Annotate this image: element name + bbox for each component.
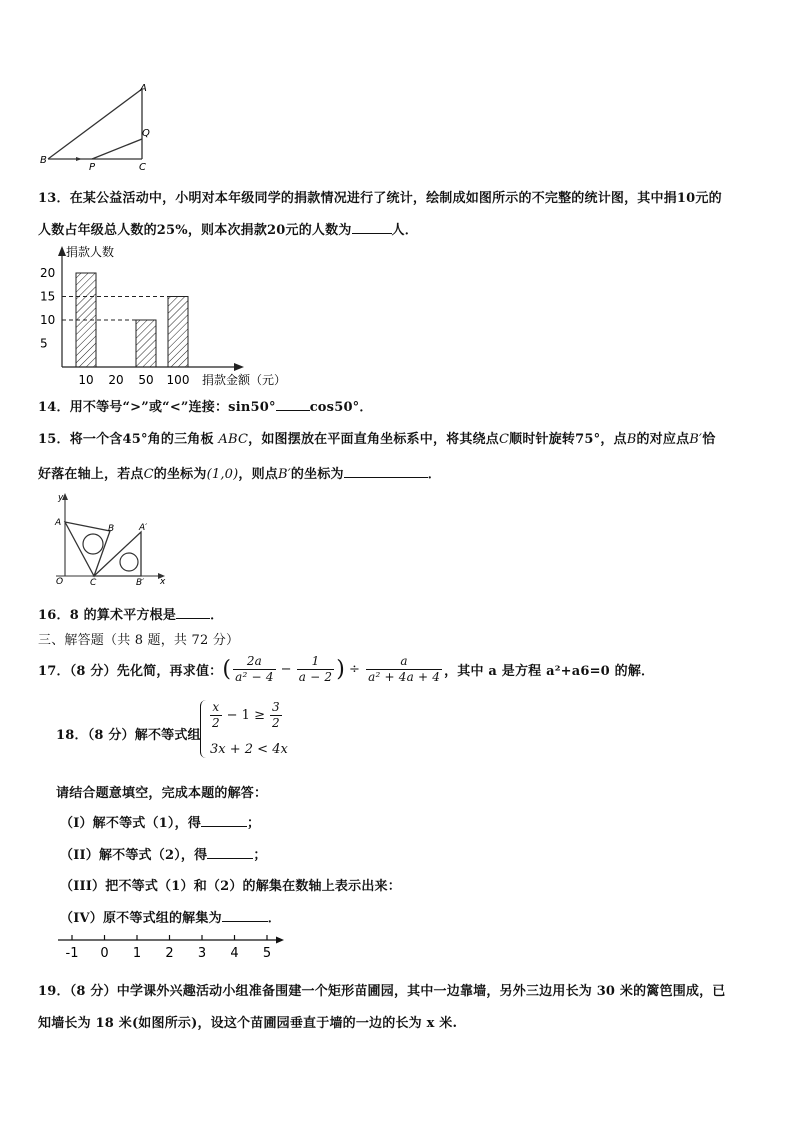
q18-ineq1-frac	[210, 700, 222, 731]
number-line-label: 2	[165, 946, 174, 961]
section-heading: 三、解答题（共 8 题，共 72 分）	[38, 633, 240, 648]
x-tick-label: 50	[138, 373, 154, 387]
label-P: P	[89, 162, 96, 172]
q18-step4-blank[interactable]	[222, 909, 268, 922]
q15-bp2: B′	[278, 467, 291, 482]
q16-text-end: ．	[210, 608, 224, 623]
label-A: A	[55, 518, 62, 528]
label-B: B	[108, 524, 115, 534]
q14-answer-blank[interactable]	[276, 398, 310, 411]
number-line-label: 5	[262, 946, 272, 961]
y-tick-label: 15	[40, 289, 56, 304]
q18-intro: 请结合题意填空，完成本题的解答：	[56, 786, 268, 801]
q16-text: 16．8 的算术平方根是	[38, 608, 177, 623]
q15-answer-blank[interactable]	[344, 465, 428, 478]
q18-ineq1	[208, 700, 284, 731]
label-C: C	[90, 578, 97, 585]
q16-answer-blank[interactable]	[176, 606, 210, 619]
q18-step1-end: ；	[247, 816, 261, 831]
q14-text: 14．用不等号“>”或“<”连接：sin50°	[38, 400, 276, 415]
y-tick-label: 5	[40, 336, 48, 351]
number-line-label: -1	[65, 946, 79, 961]
q15-l2-b: 的坐标为	[153, 467, 207, 482]
q17-open-paren: (	[222, 656, 232, 682]
y-tick-label: 10	[40, 313, 56, 327]
number-line-label: 0	[100, 946, 109, 961]
number-line-arrow-icon	[276, 937, 284, 944]
q13-line2-end: 人．	[391, 223, 418, 238]
q17-f3-den: a² + 4a + 4	[368, 669, 441, 684]
q15-l2-c: ，则点	[238, 467, 279, 482]
q18-ineq2: 3x + 2 < 4x	[210, 742, 288, 757]
label-B: B	[40, 155, 47, 166]
q18-step2-blank[interactable]	[207, 846, 253, 859]
x-tick-label: 20	[108, 373, 124, 387]
label-C: C	[139, 162, 146, 172]
q18-step2-text: （II）解不等式（2），得	[60, 848, 208, 863]
q18-step1	[60, 812, 260, 831]
q14	[38, 396, 373, 415]
q17-minus: −	[280, 661, 292, 677]
bar-50	[136, 320, 156, 367]
q15-coord: (1,0)	[206, 467, 239, 482]
triangle-figure	[36, 80, 166, 172]
q17	[38, 650, 654, 688]
q15-b: B	[626, 432, 637, 447]
q18-step4-end: ．	[267, 911, 281, 926]
q15-bp: B′	[689, 432, 703, 447]
q18-ineq1-num: x	[210, 700, 222, 716]
q15-line1	[38, 428, 715, 447]
q15-l2-e: ．	[427, 467, 441, 482]
q15-l1-e: 恰	[702, 432, 716, 447]
x-tick-label: 10	[78, 373, 94, 387]
q15-l2-a: 好落在轴上，若点	[38, 467, 144, 482]
q19-line2: 知墙长为 18 米(如图所示)，设这个苗圃园垂直于墙的一边的长为 x 米.	[38, 1016, 458, 1031]
label-A: A	[140, 83, 147, 94]
q17-divide: ÷	[349, 661, 361, 677]
x-tick-label: 100	[166, 373, 190, 387]
q18-step4	[60, 907, 281, 926]
q18-step2-end: ；	[253, 848, 267, 863]
q15-abc: ABC	[218, 432, 249, 447]
label-Q: Q	[142, 128, 150, 139]
q18-prefix: 18．（8 分）解不等式组	[56, 728, 201, 743]
q17-suffix: ，其中 a 是方程 a²+a6=0 的解．	[444, 663, 655, 679]
number-line	[54, 930, 290, 964]
q18-ineq1-rden: 2	[271, 716, 280, 730]
q17-f1-num: 2a	[233, 654, 275, 670]
q17-prefix: 17．（8 分）先化简，再求值：	[38, 663, 223, 679]
label-x: x	[160, 577, 166, 585]
q15-l1-a: 15．将一个含45°角的三角板	[38, 432, 214, 447]
q18-step2	[60, 844, 267, 863]
q18-ineq1-rnum: 3	[271, 700, 280, 714]
number-line-label: 4	[230, 946, 239, 961]
q17-f3-num: a	[366, 654, 442, 670]
q13-line2-text: 人数占年级总人数的25%，则本次捐款20元的人数为	[38, 223, 352, 238]
q15-l1-d: 的对应点	[636, 432, 690, 447]
q18-step1-text: （I）解不等式（1），得	[60, 816, 202, 831]
label-Aprime: A′	[139, 523, 148, 533]
q18-step3: （III）把不等式（1）和（2）的解集在数轴上表示出来：	[60, 879, 401, 894]
y-tick-label: 20	[40, 266, 56, 280]
q17-frac2	[297, 654, 334, 685]
q17-frac3	[366, 654, 442, 685]
label-y: y	[58, 493, 64, 503]
q18-ineq1-den: 2	[212, 716, 220, 730]
bar-chart	[36, 240, 306, 390]
rotation-figure	[48, 490, 173, 585]
q17-frac1	[233, 654, 275, 685]
x-axis-arrow-icon	[234, 363, 244, 371]
q15-l1-b: ，如图摆放在平面直角坐标系中，将其绕点	[248, 432, 499, 447]
q17-f2-num: 1	[297, 654, 334, 670]
number-line-label: 3	[197, 946, 207, 961]
label-Bprime: B′	[136, 578, 145, 585]
q14-text-end: cos50°．	[309, 400, 373, 415]
y-axis-arrow-icon	[58, 246, 66, 256]
q13-answer-blank[interactable]	[352, 221, 392, 234]
q17-f1-den: a² − 4	[235, 669, 274, 684]
q18-step4-text: （IV）原不等式组的解集为	[60, 911, 222, 926]
q16	[38, 604, 223, 623]
q18-step1-blank[interactable]	[201, 814, 247, 827]
number-line-label: 1	[132, 946, 142, 961]
bar-100	[168, 297, 188, 368]
q15-c2: C	[143, 467, 154, 482]
x-axis-label: 捐款金额（元）	[202, 373, 287, 387]
q15-c: C	[498, 432, 510, 447]
q15-l2-d: 的坐标为	[290, 467, 344, 482]
y-axis-label: 捐款人数	[66, 245, 115, 259]
q19-line1: 19．（8 分）中学课外兴趣活动小组准备围建一个矩形苗圃园，其中一边靠墙，另外三边用长为 30 米的篱笆围成，已	[38, 984, 726, 999]
q15-line2	[38, 463, 441, 482]
label-O: O	[56, 577, 64, 585]
q17-f2-den: a − 2	[298, 669, 333, 684]
q18-ineq1-mid: − 1 ≥	[226, 708, 265, 723]
q15-l1-c: 顺时针旋转75°，点	[509, 432, 627, 447]
q13-line1: 13．在某公益活动中，小明对本年级同学的捐款情况进行了统计，绘制成如图所示的不完整的统计图，其中捐10元的	[38, 191, 722, 206]
q13-line2	[38, 219, 418, 238]
q17-close-paren: )	[336, 656, 346, 682]
q18-ineq1-rfrac	[270, 700, 282, 731]
